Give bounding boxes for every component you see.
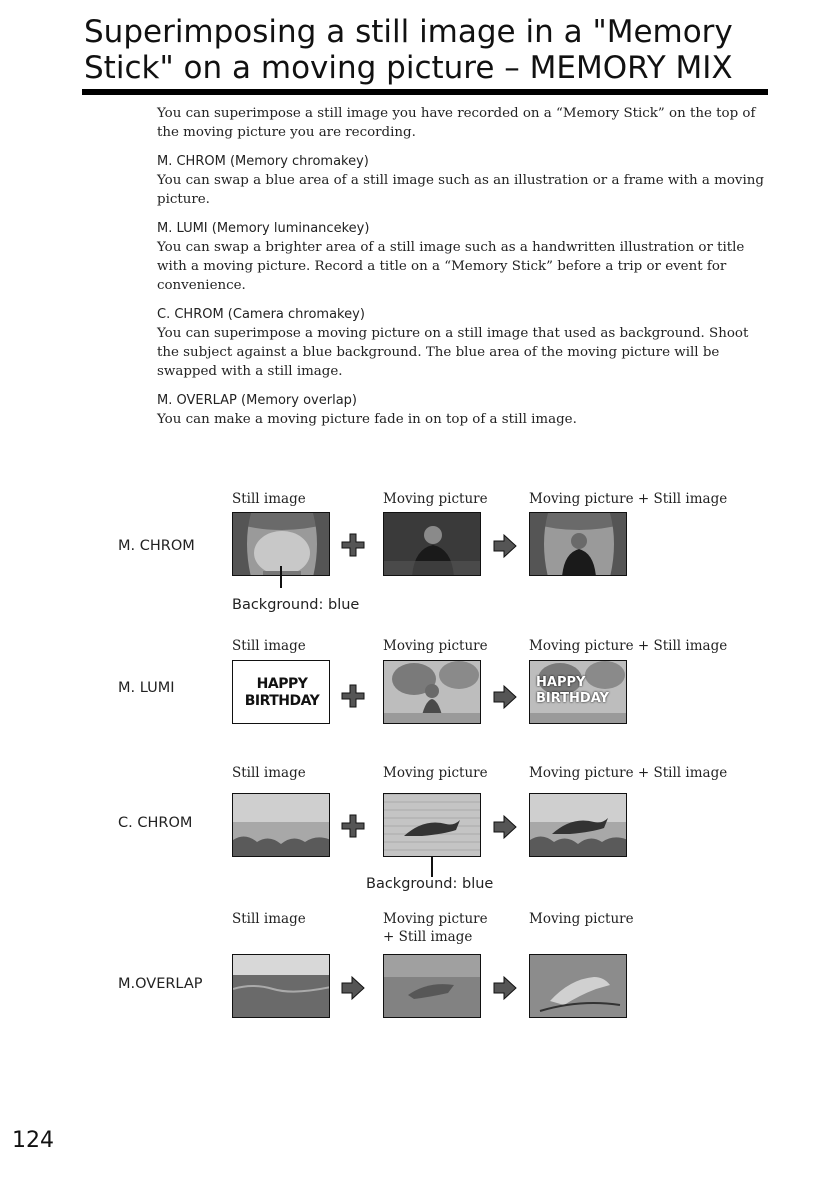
plus-icon — [340, 813, 366, 839]
plus-icon — [340, 532, 366, 558]
pointer-line — [431, 857, 433, 877]
combined-picture-m-chrom — [529, 512, 627, 576]
mode-heading: M. LUMI (Memory luminancekey) — [157, 221, 370, 236]
caption-moving-picture: Moving picture — [383, 491, 488, 507]
caption-combined: Moving picture + Still image — [529, 491, 728, 507]
mode-heading: M. OVERLAP (Memory overlap) — [157, 393, 357, 408]
row-label-m-lumi: M. LUMI — [118, 680, 175, 696]
moving-picture-woman — [383, 512, 481, 576]
caption-moving-picture-final: Moving picture — [529, 911, 634, 927]
caption-combined: Moving picture + Still image — [529, 765, 728, 781]
mode-description: You can superimpose a moving picture on a still image that used as background. Shoot the subject against a blue background. The blue area of the moving picture will be swapped with a still image. — [157, 326, 749, 379]
arrow-right-icon — [492, 533, 518, 559]
mode-m-chrom — [157, 152, 772, 209]
mode-description: You can swap a blue area of a still image such as an illustration or a frame with a moving picture. — [157, 173, 764, 207]
caption-combined: Moving picture + Still image — [529, 638, 728, 654]
combined-picture-m-lumi — [529, 660, 627, 724]
row-label-m-chrom: M. CHROM — [118, 538, 195, 554]
still-image-title-card — [232, 660, 330, 724]
background-blue-note: Background: blue — [366, 876, 494, 892]
mode-heading: C. CHROM (Camera chromakey) — [157, 307, 365, 322]
final-moving-picture-bird — [529, 954, 627, 1018]
moving-picture-dolphin-blue — [383, 793, 481, 857]
mode-description: You can swap a brighter area of a still image such as a handwritten illustration or title with a moving picture. Record a title on a “Memory Stick” before a trip or event for convenience. — [157, 240, 745, 293]
title-rule — [82, 89, 768, 95]
caption-moving-picture: Moving picture — [383, 765, 488, 781]
mode-m-overlap — [157, 391, 772, 429]
arrow-right-icon — [492, 814, 518, 840]
intro-paragraph: You can superimpose a still image you have recorded on a “Memory Stick” on the top of the moving picture you are recording. — [157, 106, 756, 140]
caption-moving-picture: Moving picture — [383, 638, 488, 654]
lumi-title-text: HAPPY BIRTHDAY — [244, 676, 320, 709]
pointer-line — [280, 566, 282, 588]
caption-still-image: Still image — [232, 491, 306, 507]
arrow-right-icon — [492, 975, 518, 1001]
mode-m-lumi — [157, 219, 772, 295]
caption-still-image: Still image — [232, 765, 306, 781]
row-label-c-chrom: C. CHROM — [118, 815, 193, 831]
arrow-right-icon — [340, 975, 366, 1001]
page-number: 124 — [12, 1128, 54, 1153]
overlap-fade-picture — [383, 954, 481, 1018]
arrow-right-icon — [492, 684, 518, 710]
caption-moving-picture: Moving picture + Still image — [383, 911, 488, 945]
row-label-m-overlap: M.OVERLAP — [118, 976, 203, 992]
still-image-ocean — [232, 954, 330, 1018]
page-title: Superimposing a still image in a "Memory Stick" on a moving picture – MEMORY MIX — [84, 14, 733, 86]
moving-picture-garden — [383, 660, 481, 724]
body-text — [157, 104, 772, 439]
lumi-overlay-text: HAPPY BIRTHDAY — [536, 675, 609, 706]
mode-heading: M. CHROM (Memory chromakey) — [157, 154, 369, 169]
plus-icon — [340, 683, 366, 709]
mode-c-chrom — [157, 305, 772, 381]
combined-picture-c-chrom — [529, 793, 627, 857]
still-image-seascape — [232, 793, 330, 857]
caption-still-image: Still image — [232, 911, 306, 927]
caption-still-image: Still image — [232, 638, 306, 654]
background-blue-note: Background: blue — [232, 597, 360, 613]
mode-description: You can make a moving picture fade in on top of a still image. — [157, 412, 577, 427]
